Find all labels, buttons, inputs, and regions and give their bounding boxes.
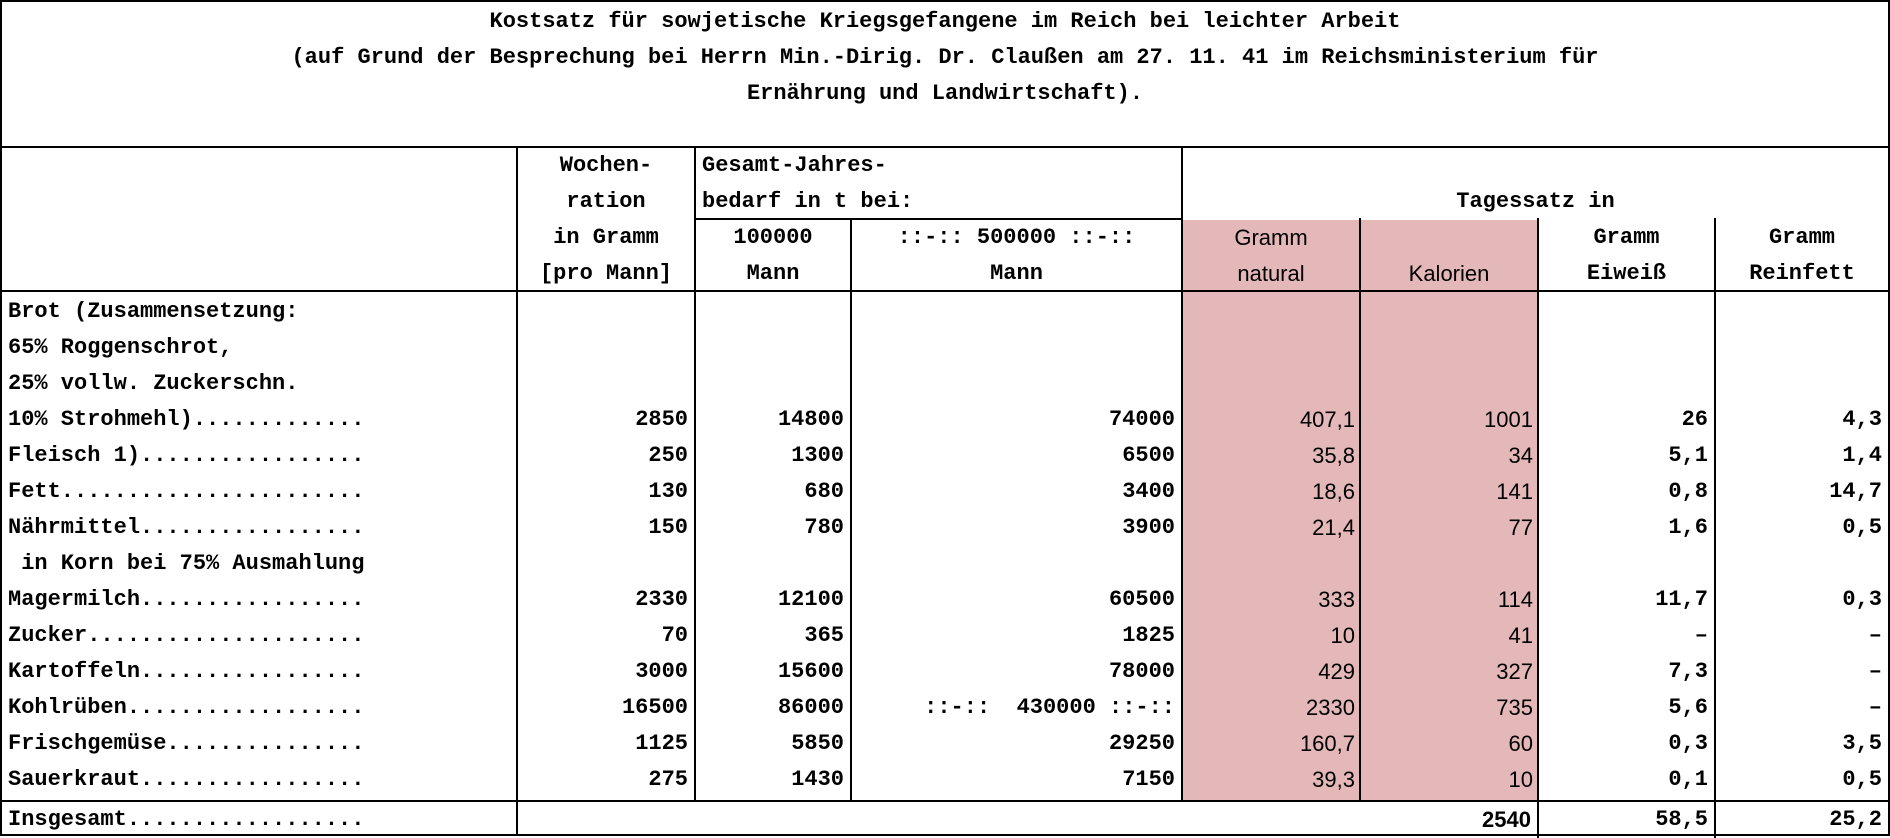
row-reinfett: – [1868,659,1882,684]
row-kalorien: 1001 [1484,407,1533,432]
row-100000-mann: 15600 [777,659,844,684]
row-100000-mann: 680 [804,479,844,504]
row-label: Kartoffeln................. [8,659,365,684]
row-wochenration: 275 [648,767,688,792]
row-eiweiss: 11,7 [1655,587,1708,612]
row-wochenration: 3000 [635,659,688,684]
row-wochenration: 2330 [635,587,688,612]
title-line-2: (auf Grund der Besprechung bei Herrn Min.-Dirig. Dr. Claußen am 27. 11. 41 im Reichsministerium für [291,45,1599,70]
row-reinfett: 14,7 [1829,479,1882,504]
row-eiweiss: 0,3 [1668,731,1708,756]
row-100000-mann: 5850 [791,731,844,756]
row-500000-mann: 60500 [1108,587,1175,612]
row-100000-mann: 1300 [791,443,844,468]
row-gramm-natural: 21,4 [1312,515,1355,540]
row-eiweiss: – [1694,623,1708,648]
row-gramm-natural: 35,8 [1312,443,1355,468]
row-eiweiss: 7,3 [1668,659,1708,684]
row-gramm-natural: 39,3 [1312,767,1355,792]
row-500000-mann: 29250 [1108,731,1175,756]
row-gramm-natural: 2330 [1306,695,1355,720]
title-line-3: Ernährung und Landwirtschaft). [746,81,1144,106]
row-reinfett: 1,4 [1842,443,1882,468]
row-wochenration: 150 [648,515,688,540]
row-gramm-natural: 407,1 [1299,407,1355,432]
row-reinfett: 0,5 [1842,767,1882,792]
row-kalorien: 327 [1496,659,1533,684]
row-reinfett: 3,5 [1842,731,1882,756]
row-label: Zucker..................... [8,623,365,648]
total-reinfett: 25,2 [1829,807,1882,832]
row-wochenration: 70 [661,623,688,648]
row-eiweiss: 26 [1681,407,1708,432]
row-label: in Korn bei 75% Ausmahlung [8,551,365,576]
row-gramm-natural: 10 [1330,623,1355,648]
row-100000-mann: 1430 [791,767,844,792]
row-500000-mann: 1825 [1122,623,1175,648]
row-kalorien: 34 [1508,443,1533,468]
total-label: Insgesamt.................. [8,807,365,832]
row-500000-mann: 7150 [1122,767,1175,792]
row-wochenration: 1125 [635,731,688,756]
row-label: Fleisch 1)................. [8,443,365,468]
header-kalorien: Kalorien [1408,261,1490,286]
row-kalorien: 41 [1508,623,1533,648]
row-wochenration: 250 [648,443,688,468]
row-label: 10% Strohmehl)............. [8,407,365,432]
row-eiweiss: 5,6 [1668,695,1708,720]
row-wochenration: 130 [648,479,688,504]
row-kalorien: 10 [1508,767,1533,792]
row-500000-mann: ::-:: 430000 ::-:: [924,695,1175,720]
row-kalorien: 735 [1496,695,1533,720]
row-100000-mann: 12100 [777,587,844,612]
row-reinfett: 0,3 [1842,587,1882,612]
row-gramm-natural: 333 [1318,587,1355,612]
row-kalorien: 114 [1497,587,1533,612]
row-reinfett: 4,3 [1842,407,1882,432]
total-eiweiss: 58,5 [1655,807,1708,832]
row-label: Fett....................... [8,479,365,504]
row-500000-mann: 74000 [1108,407,1175,432]
row-100000-mann: 86000 [777,695,844,720]
row-eiweiss: 1,6 [1668,515,1708,540]
title-line-1: Kostsatz für sowjetische Kriegsgefangene im Reich bei leichter Arbeit [489,9,1401,34]
row-500000-mann: 78000 [1108,659,1175,684]
row-label: Sauerkraut................. [8,767,365,792]
row-kalorien: 77 [1508,515,1533,540]
row-eiweiss: 5,1 [1668,443,1708,468]
row-eiweiss: 0,8 [1668,479,1708,504]
document-title [2,2,1888,148]
row-kalorien: 141 [1496,479,1533,504]
row-label: Nährmittel................. [8,515,365,540]
total-kalorien: 2540 [1482,807,1531,832]
row-label: Frischgemüse............... [8,731,365,756]
row-100000-mann: 780 [804,515,844,540]
row-reinfett: – [1868,623,1882,648]
row-500000-mann: 3400 [1122,479,1175,504]
ration-document: Kostsatz für sowjetische Kriegsgefangene im Reich bei leichter Arbeit (auf Grund der Besprechung bei Herrn Min.-Dirig. Dr. Claußen am 27. 11. 41 im Reichsministerium für Ernährung und Landwirtschaft). Wochen- ration in Gramm [pro Mann] Gesamt-Jahres- bedarf in t bei: 100000 Mann ::-:: 500000 ::-:: Mann Tagessatz in Gramm natural Kalorien Gramm Eiweiß Gramm Reinfett Brot (Zusammensetzung: 65% Roggenschrot, 25% vollw. Zuckerschn. 10% Strohmehl)............. 2850 14800 74000 407,1 1001 26 4,3 Fleisch 1)................. 250 1300 6500 35,8 34 5,1 1,4 Fett....................... 130 680 3400 18,6 141 0,8 14,7 Nährmittel................. 150 780 3900 21,4 77 1,6 0,5 in Korn bei 75% Ausmahlung Magermilch................. 2330 12100 60500 333 114 11,7 0,3 Zucker..................... 70 365 1825 10 41 – – Kartoffeln................. 3000 15600 78000 429 327 7,3 – Kohlrüben.................. 16500 86000 ::-:: 430000 ::-:: 2330 735 5,6 – Frischgemüse............... 1125 5850 29250 160,7 60 0,3 3,5 Sauerkraut................. 275 1430 7150 39,3 10 0,1 0,5 Insgesamt.................. 2540 58,5 25,2 [0,0,1890,836]
header-tagessatz: Tagessatz in [1456,189,1615,214]
row-wochenration: 16500 [621,695,688,720]
row-500000-mann: 6500 [1122,443,1175,468]
row-gramm-natural: 160,7 [1299,731,1355,756]
row-wochenration: 2850 [635,407,688,432]
row-kalorien: 60 [1508,731,1533,756]
row-gramm-natural: 429 [1318,659,1355,684]
row-reinfett: – [1868,695,1882,720]
row-label: Magermilch................. [8,587,365,612]
row-label: Kohlrüben.................. [8,695,365,720]
row-eiweiss: 0,1 [1668,767,1708,792]
row-100000-mann: 14800 [777,407,844,432]
row-100000-mann: 365 [804,623,844,648]
row-gramm-natural: 18,6 [1312,479,1355,504]
row-reinfett: 0,5 [1842,515,1882,540]
row-500000-mann: 3900 [1122,515,1175,540]
